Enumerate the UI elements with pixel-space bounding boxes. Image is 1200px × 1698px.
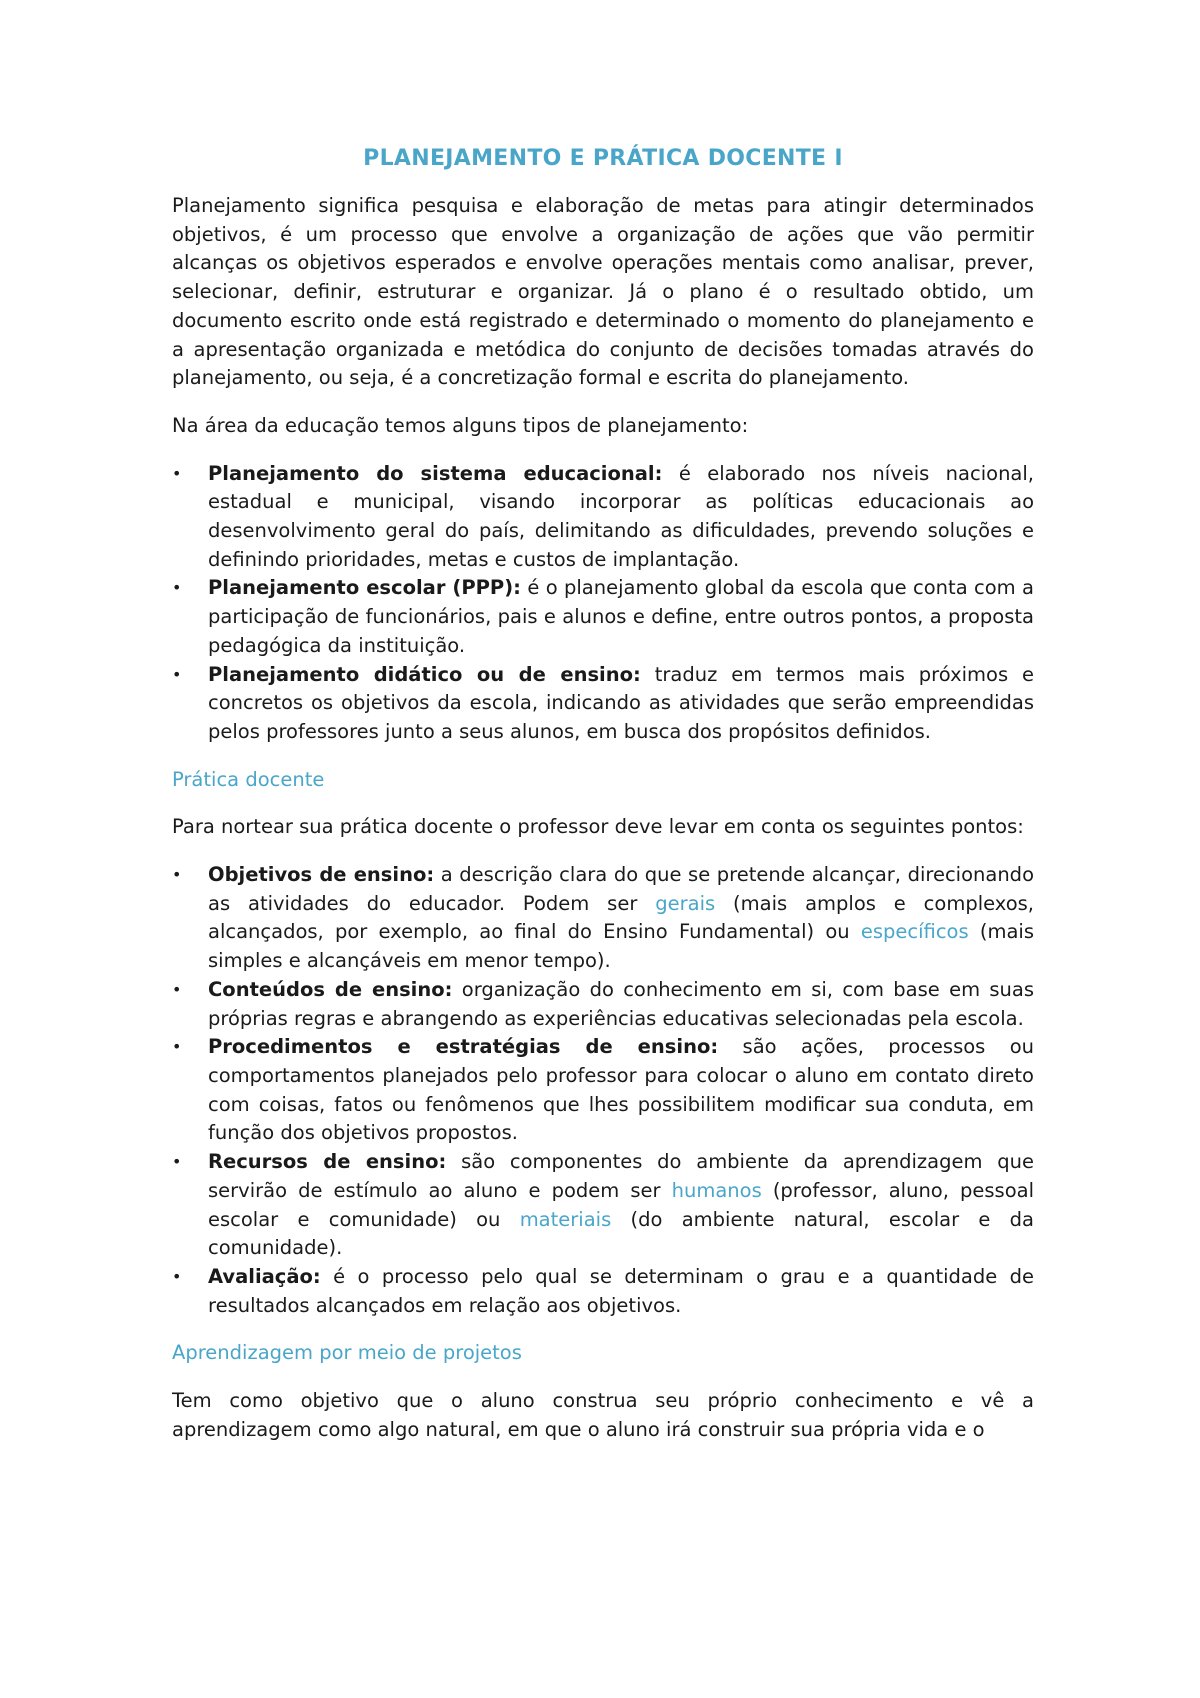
bullet-icon: • bbox=[172, 463, 182, 483]
intro-paragraph: Planejamento significa pesquisa e elaboração de metas para atingir determinados objetivos, é um processo que envolve a organização de ações que vão permitir alcanças os objetivos esperados e envolve operações mentais como analisar, prever, selecionar, definir, estruturar e organizar. Já o plano é o resultado obtido, um documento escrito onde está registrado e determinado o momento do planejamento e a apresentação organizada e metódica do conjunto de decisões tomadas através do planejamento, ou seja, é a concretização formal e escrita do planejamento. bbox=[172, 194, 1034, 390]
list-item-text: são ações, processos ou comportamentos planejados pelo professor para colocar o aluno em contato direto com coisas, fatos ou fenômenos que lhes possibilitem modificar sua conduta, em função dos objetivos propostos. bbox=[208, 1035, 1034, 1145]
list-item-text: (mais simples e alcançáveis em menor tempo). bbox=[208, 920, 1035, 973]
page-title: PLANEJAMENTO E PRÁTICA DOCENTE I bbox=[363, 146, 843, 171]
list-item-term: Conteúdos de ensino: bbox=[208, 977, 453, 1001]
accent-term-gerais: gerais bbox=[655, 891, 716, 915]
bullet-icon: • bbox=[172, 979, 182, 999]
list-item bbox=[172, 976, 1034, 1033]
bullet-icon: • bbox=[172, 578, 182, 598]
bullet-icon: • bbox=[172, 1152, 182, 1172]
list-item-term: Procedimentos e estratégias de ensino: bbox=[208, 1035, 719, 1059]
pratica-docente-list bbox=[172, 861, 1034, 1320]
list-item bbox=[172, 1263, 1034, 1320]
list-item bbox=[172, 460, 1034, 575]
list-item-text: (mais amplos e complexos, alcançados, por exemplo, ao final do Ensino Fundamental) ou bbox=[208, 891, 1034, 944]
list-item-term: Objetivos de ensino: bbox=[208, 863, 435, 887]
bullet-icon: • bbox=[172, 1037, 182, 1057]
list-item-term: Planejamento escolar (PPP): bbox=[208, 576, 521, 600]
list-item-text: (do ambiente natural, escolar e da comunidade). bbox=[208, 1207, 1034, 1260]
section-heading-aprendizagem-projetos: Aprendizagem por meio de projetos bbox=[172, 1341, 522, 1365]
accent-term-especificos: específicos bbox=[860, 920, 969, 944]
aprendizagem-projetos-paragraph: Tem como objetivo que o aluno construa seu próprio conhecimento e vê a aprendizagem como algo natural, em que o aluno irá construir sua própria vida e o bbox=[172, 1389, 1034, 1441]
list-item-term: Avaliação: bbox=[208, 1264, 321, 1288]
list-item-text: são componentes do ambiente da aprendizagem que servirão de estímulo ao aluno e podem ser bbox=[208, 1150, 1034, 1202]
planning-types-intro: Na área da educação temos alguns tipos de planejamento: bbox=[172, 413, 749, 437]
list-item bbox=[172, 1033, 1034, 1148]
list-item-term: Planejamento didático ou de ensino: bbox=[208, 662, 641, 686]
list-item-text: traduz em termos mais próximos e concretos os objetivos da escola, indicando as atividades que serão empreendidas pelos professores junto a seus alunos, em busca dos propósitos definidos. bbox=[208, 662, 1035, 743]
list-item-text: é o processo pelo qual se determinam o grau e a quantidade de resultados alcançados em relação aos objetivos. bbox=[208, 1264, 1034, 1317]
list-item-text: organização do conhecimento em si, com base em suas próprias regras e abrangendo as experiências educativas selecionadas pela escola. bbox=[208, 977, 1035, 1030]
list-item-text: (professor, aluno, pessoal escolar e comunidade) ou bbox=[208, 1178, 1034, 1231]
list-item-term: Recursos de ensino: bbox=[208, 1150, 447, 1174]
pratica-docente-intro: Para nortear sua prática docente o professor deve levar em conta os seguintes pontos: bbox=[172, 815, 1024, 839]
accent-term-humanos: humanos bbox=[671, 1178, 762, 1202]
accent-term-materiais: materiais bbox=[519, 1207, 612, 1231]
section-heading-pratica-docente: Prática docente bbox=[172, 767, 325, 791]
list-item-term: Planejamento do sistema educacional: bbox=[208, 461, 663, 485]
bullet-icon: • bbox=[172, 664, 182, 684]
bullet-icon: • bbox=[172, 865, 182, 885]
list-item bbox=[172, 574, 1034, 660]
document-page bbox=[172, 142, 1034, 1463]
list-item-text: é elaborado nos níveis nacional, estadual e municipal, visando incorporar as políticas educacionais ao desenvolvimento geral do país, delimitando as dificuldades, prevendo soluções e definindo prioridades, metas e custos de implantação. bbox=[208, 461, 1034, 571]
list-item-text: a descrição clara do que se pretende alcançar, direcionando as atividades do educador. Podem ser bbox=[208, 863, 1034, 915]
bullet-icon: • bbox=[172, 1266, 182, 1286]
list-item bbox=[172, 861, 1034, 976]
list-item-text: é o planejamento global da escola que conta com a participação de funcionários, pais e alunos e define, entre outros pontos, a proposta pedagógica da instituição. bbox=[208, 576, 1035, 657]
planning-types-list bbox=[172, 460, 1034, 747]
list-item bbox=[172, 1148, 1034, 1263]
list-item bbox=[172, 661, 1034, 747]
